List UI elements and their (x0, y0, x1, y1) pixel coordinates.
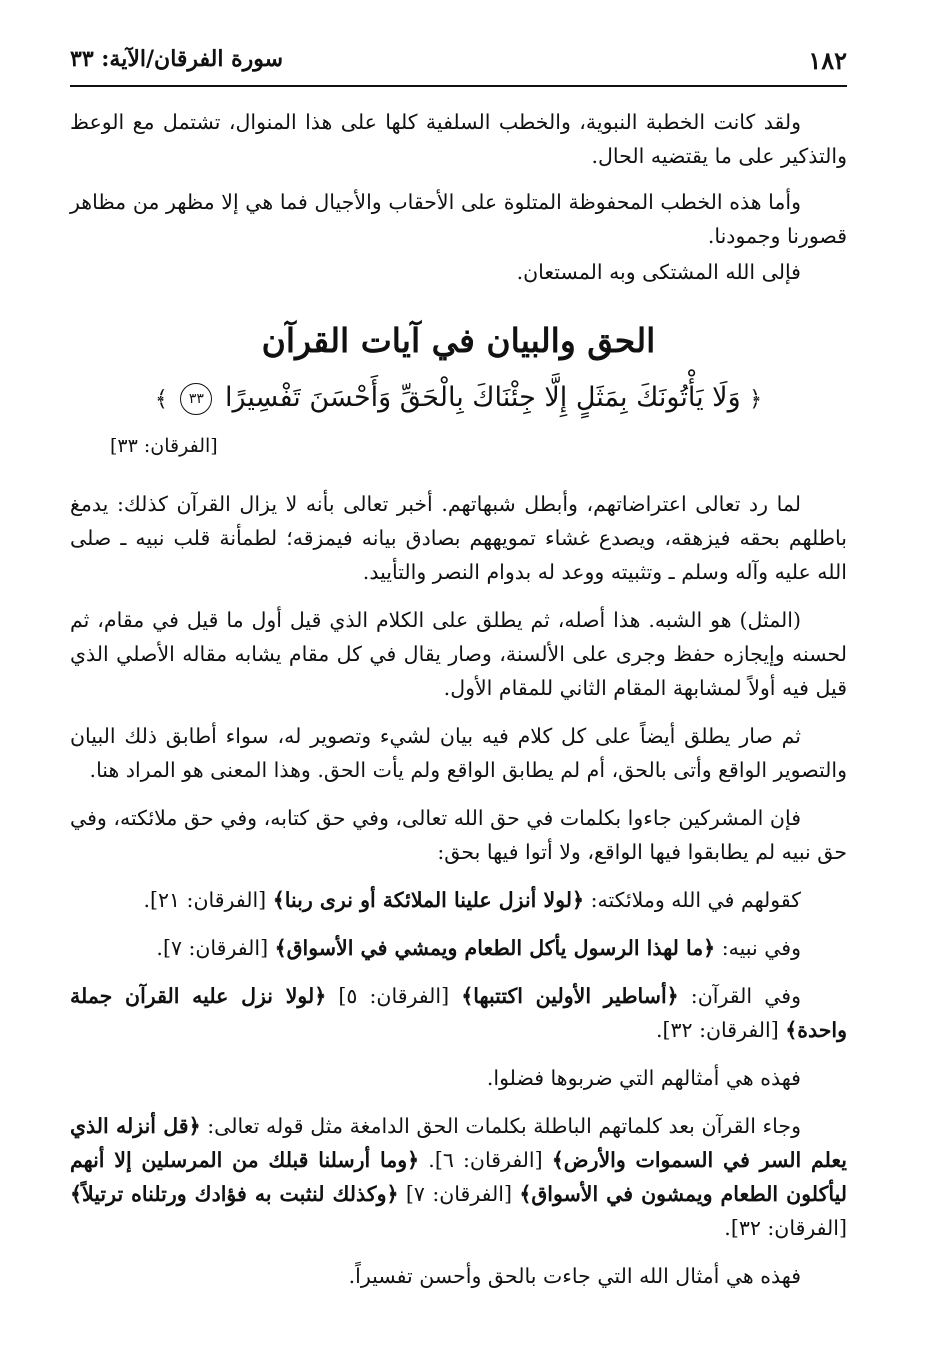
quran-quote: ﴿ما لهذا الرسول يأكل الطعام ويمشي في الأسواق﴾ (274, 936, 716, 960)
text-prefix: كقولهم في الله وملائكته: (584, 888, 801, 912)
quran-quote: ﴿وكذلك لنثبت به فؤادك ورتلناه ترتيلاً﴾ (70, 1182, 399, 1206)
paragraph-their-parables: فهذه هي أمثالهم التي ضربوها فضلوا. (486, 1066, 801, 1090)
header-rule (70, 85, 847, 87)
quran-quote: ﴿لولا نزل عليه القرآن جملة واحدة﴾ (70, 984, 847, 1042)
quran-verse (70, 377, 847, 421)
intro-paragraph-3: فإلى الله المشتكى وبه المستعان. (516, 260, 801, 284)
page-body (70, 105, 847, 1301)
verse-reference: [الفرقان: ٣٣] (110, 435, 218, 457)
verse-number-medallion: ٣٣ (180, 383, 212, 415)
paragraph-about-quran (70, 979, 847, 1047)
verse-text: وَلَا يَأْتُونَكَ بِمَثَلٍ إِلَّا جِئْنَاكَ بِالْحَقِّ وَأَحْسَنَ تَفْسِيرًا (224, 382, 741, 413)
quote-reference: [الفرقان: ٣٢]. (656, 1018, 786, 1042)
quote-reference: [الفرقان: ٧] (398, 1182, 520, 1206)
quote-reference: [الفرقان: ٦]. (419, 1148, 552, 1172)
quran-quote: ﴿قل أنزله الذي يعلم السر في السموات والأرض﴾ (70, 1114, 847, 1172)
quran-quote: ﴿وما أرسلنا قبلك من المرسلين إلا أنهم ليأكلون الطعام ويمشون في الأسواق﴾ (70, 1148, 848, 1206)
running-title: سورة الفرقان/الآية: ٣٣ (70, 46, 284, 72)
intro-paragraph-1: ولقد كانت الخطبة النبوية، والخطب السلفية كلها على هذا المنوال، تشتمل مع الوعظ والتذكير على ما يقتضيه الحال. (70, 110, 847, 168)
paragraph-gods-parables: فهذه هي أمثال الله التي جاءت بالحق وأحسن تفسيراً. (348, 1264, 801, 1288)
quote-reference: [الفرقان: ٥] (326, 984, 462, 1008)
paragraph-mathal-definition: (المثل) هو الشبه. هذا أصله، ثم يطلق على الكلام الذي قيل أول ما قيل في مقام، ثم لحسنه وإيجازه حفظ وجرى على الألسنة، وصار يقال في كل مقام يشابه مقاله الأصلي الذي قيل فيه أولاً لمشابهة المقام الثاني للمقام الأول. (70, 608, 847, 700)
verse-close-bracket: ﴾ (154, 387, 168, 412)
quote-reference: [الفرقان: ٢١]. (143, 888, 273, 912)
intro-paragraph-2: وأما هذه الخطب المحفوظة المتلوة على الأحقاب والأجيال فما هي إلا مظهر من مظاهر قصورنا وجمودنا. (70, 190, 847, 248)
paragraph-about-prophet (70, 931, 847, 965)
text-prefix: وفي نبيه: (715, 936, 801, 960)
quran-quote: ﴿أساطير الأولين اكتتبها﴾ (461, 984, 679, 1008)
text-prefix: وفي القرآن: (678, 984, 801, 1008)
page-number: ١٨٢ (808, 46, 847, 75)
paragraph-intro-response: لما رد تعالى اعتراضاتهم، وأبطل شبهاتهم. أخبر تعالى بأنه لا يزال القرآن كذلك: يدمغ باطلهم بحقه فيزهقه، ويصدع غشاء تمويههم بصادق بيانه فيمزقه؛ لطمأنة قلب نبيه ـ صلى الله عليه وآله وسلم ـ وتثبيته ووعد له بدوام النصر والتأييد. (70, 492, 847, 584)
verse-open-bracket: ﴿ (749, 387, 763, 412)
section-title: الحق والبيان في آيات القرآن (261, 321, 656, 360)
quran-quote: ﴿لولا أنزل علينا الملائكة أو نرى ربنا﴾ (272, 888, 585, 912)
paragraph-mushrikin: فإن المشركين جاءوا بكلمات في حق الله تعالى، وفي حق كتابه، وفي حق ملائكته، وفي حق نبيه لم يطابقوا فيها الواقع، ولا أتوا فيها بحق: (70, 806, 847, 864)
page-header (70, 46, 847, 86)
text-prefix: وجاء القرآن بعد كلماتهم الباطلة بكلمات الحق الدامغة مثل قوله تعالى: (200, 1114, 802, 1138)
quote-reference: [الفرقان: ٧]. (156, 936, 275, 960)
paragraph-truth-response (70, 1109, 847, 1245)
quote-reference: [الفرقان: ٣٢]. (724, 1216, 847, 1240)
paragraph-about-god (70, 883, 847, 917)
paragraph-mathal-extended: ثم صار يطلق أيضاً على كل كلام فيه بيان لشيء وتصوير له، سواء أطابق ذلك البيان والتصوير الواقع وأتى بالحق، أم لم يطابق الواقع ولم يأت الحق. وهذا المعنى هو المراد هنا. (70, 724, 847, 782)
